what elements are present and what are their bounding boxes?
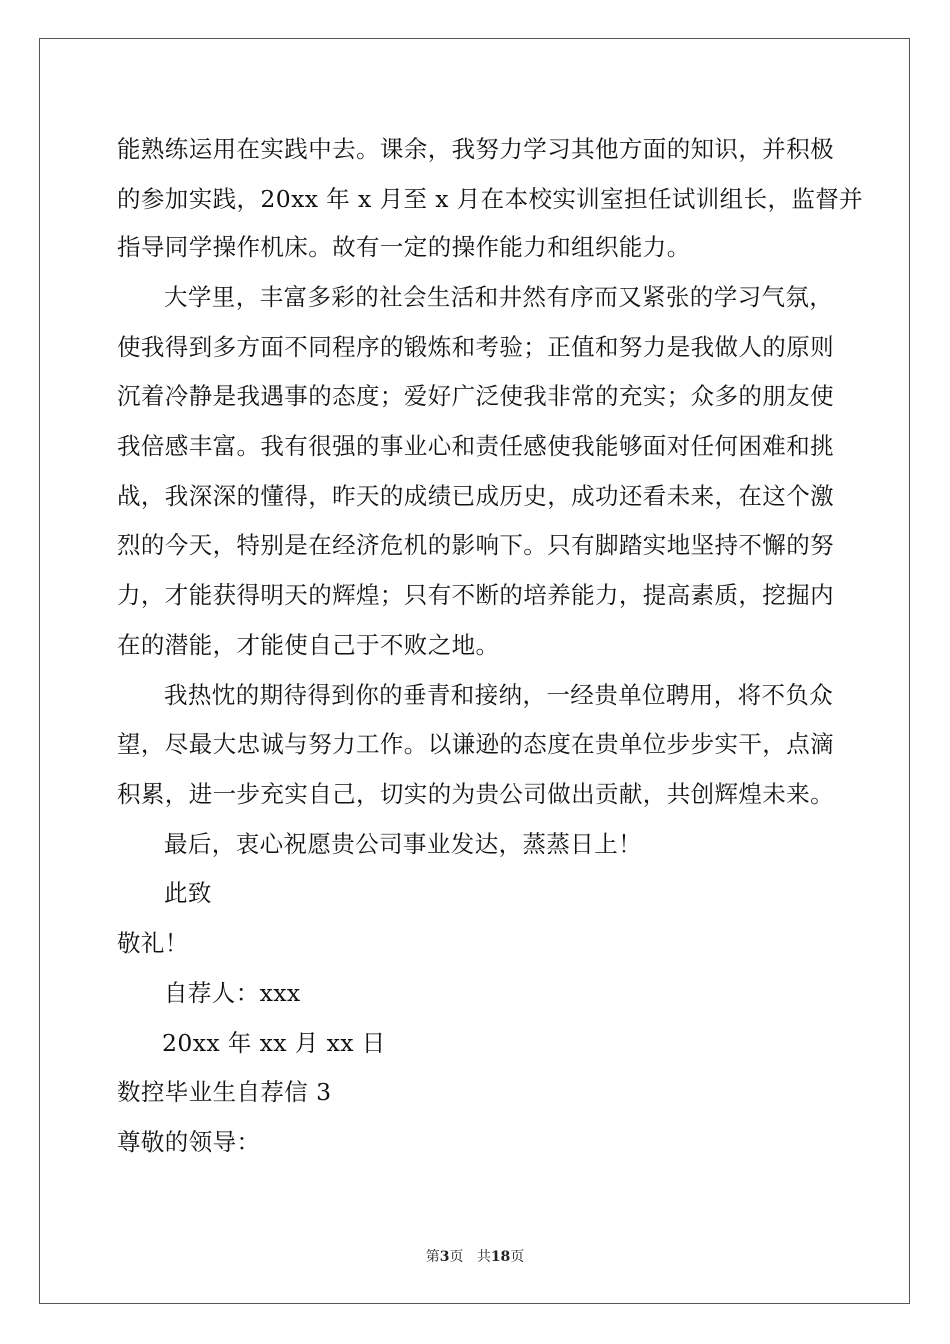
page-frame	[39, 38, 910, 1304]
paragraph-line: 力，才能获得明天的辉煌；只有不断的培养能力，提高素质，挖掘内	[117, 581, 834, 609]
closing-jingli: 敬礼！	[117, 929, 189, 957]
paragraph-line: 战，我深深的懂得，昨天的成绩已成历史，成功还看未来，在这个激	[117, 482, 834, 510]
paragraph-line: 大学里，丰富多彩的社会生活和井然有序而又紧张的学习气氛，	[164, 283, 834, 311]
section-title: 数控毕业生自荐信 3	[117, 1078, 332, 1106]
paragraph-line: 积累，进一步充实自己，切实的为贵公司做出贡献，共创辉煌未来。	[117, 780, 834, 808]
footer-page-number: 3	[439, 1249, 450, 1265]
page-footer	[0, 1248, 950, 1266]
paragraph-line: 的参加实践，20xx 年 x 月至 x 月在本校实训室担任试训组长，监督并	[117, 185, 864, 213]
salutation: 尊敬的领导：	[117, 1128, 261, 1156]
paragraph-line: 我倍感丰富。我有很强的事业心和责任感使我能够面对任何困难和挑	[117, 432, 834, 460]
paragraph-line: 我热忱的期待得到你的垂青和接纳，一经贵单位聘用，将不负众	[164, 681, 834, 709]
footer-total-number: 18	[490, 1249, 511, 1265]
paragraph-line: 使我得到多方面不同程序的锻炼和考验；正值和努力是我做人的原则	[117, 333, 834, 361]
paragraph-line: 指导同学操作机床。故有一定的操作能力和组织能力。	[117, 233, 691, 261]
paragraph-line: 沉着冷静是我遇事的态度；爱好广泛使我非常的充实；众多的朋友使	[117, 382, 834, 410]
paragraph-line: 能熟练运用在实践中去。课余，我努力学习其他方面的知识，并积极	[117, 135, 834, 163]
footer-page-suffix: 页	[449, 1249, 464, 1265]
footer-total-prefix: 共	[476, 1249, 491, 1265]
paragraph-line: 在的潜能，才能使自己于不败之地。	[117, 631, 500, 659]
closing-wish: 最后，衷心祝愿贵公司事业发达，蒸蒸日上！	[164, 830, 642, 858]
paragraph-line: 烈的今天，特别是在经济危机的影响下。只有脚踏实地坚持不懈的努	[117, 531, 834, 559]
closing-zhizhi: 此致	[164, 879, 212, 907]
paragraph-line: 望，尽最大忠诚与努力工作。以谦逊的态度在贵单位步步实干，点滴	[117, 730, 834, 758]
letter-date: 20xx 年 xx 月 xx 日	[162, 1029, 386, 1057]
footer-total-suffix: 页	[510, 1249, 525, 1265]
footer-page-prefix: 第	[425, 1249, 440, 1265]
signer: 自荐人：xxx	[164, 979, 301, 1007]
